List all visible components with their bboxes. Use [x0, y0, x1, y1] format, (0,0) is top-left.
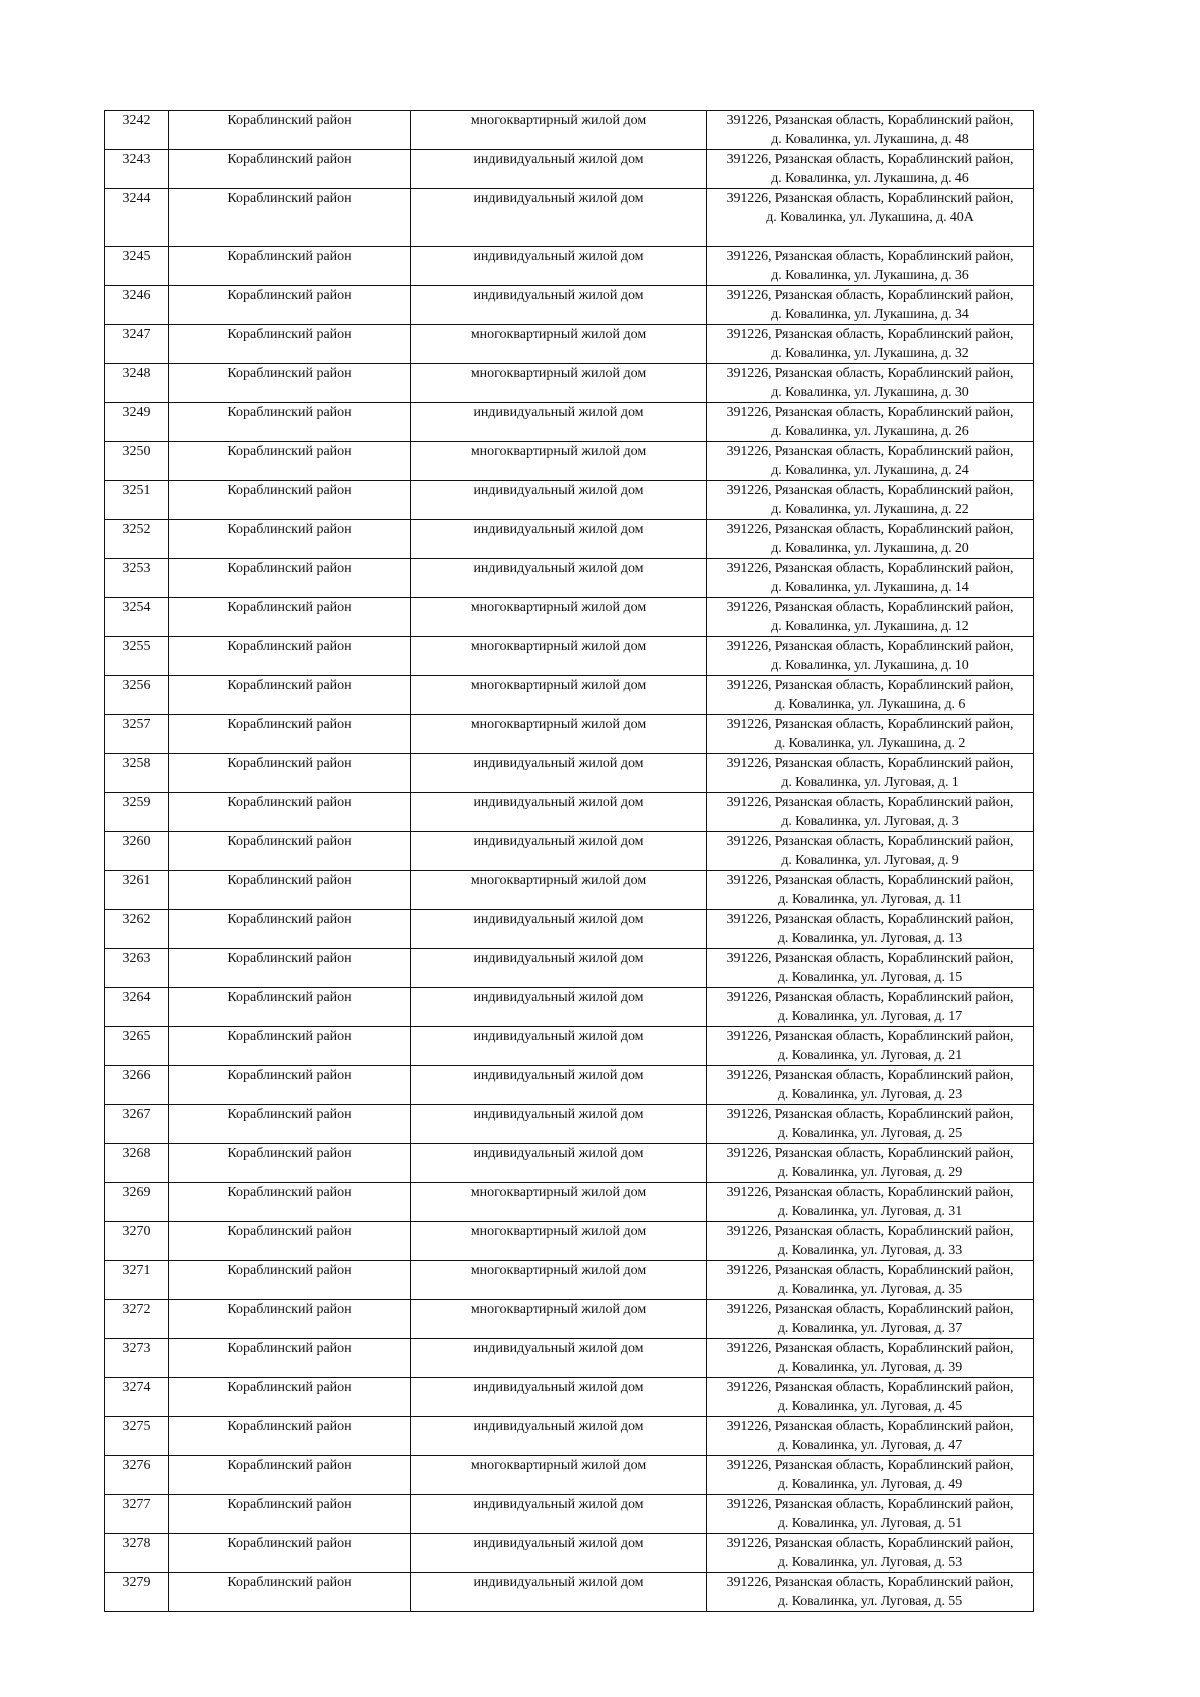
district-cell: Кораблинский район — [169, 247, 411, 286]
district-cell: Кораблинский район — [169, 676, 411, 715]
district-cell: Кораблинский район — [169, 1066, 411, 1105]
row-number: 3256 — [105, 676, 169, 715]
registry-body — [105, 111, 1034, 1612]
district-cell: Кораблинский район — [169, 189, 411, 247]
district-cell: Кораблинский район — [169, 1339, 411, 1378]
address-cell — [707, 1222, 1034, 1261]
table-row — [105, 793, 1034, 832]
building-type-cell: индивидуальный жилой дом — [411, 481, 707, 520]
district-cell: Кораблинский район — [169, 1222, 411, 1261]
building-type-cell: индивидуальный жилой дом — [411, 793, 707, 832]
address-line-street: д. Ковалинка, ул. Луговая, д. 17 — [777, 1009, 963, 1024]
district-cell: Кораблинский район — [169, 520, 411, 559]
table-row — [105, 286, 1034, 325]
address-line-region: 391226, Рязанская область, Кораблинский район, — [726, 1302, 1014, 1317]
table-row — [105, 481, 1034, 520]
table-row — [105, 1534, 1034, 1573]
district-cell: Кораблинский район — [169, 793, 411, 832]
address-line-region: 391226, Рязанская область, Кораблинский район, — [726, 1380, 1014, 1395]
building-type-cell: многоквартирный жилой дом — [411, 871, 707, 910]
district-cell: Кораблинский район — [169, 637, 411, 676]
address-line-street: д. Ковалинка, ул. Луговая, д. 13 — [777, 931, 963, 946]
row-number: 3243 — [105, 150, 169, 189]
row-number: 3261 — [105, 871, 169, 910]
table-row — [105, 559, 1034, 598]
address-cell — [707, 1573, 1034, 1612]
table-row — [105, 1144, 1034, 1183]
district-cell: Кораблинский район — [169, 832, 411, 871]
address-line-region: 391226, Рязанская область, Кораблинский район, — [726, 1146, 1014, 1161]
district-cell: Кораблинский район — [169, 910, 411, 949]
address-cell — [707, 910, 1034, 949]
address-cell — [707, 559, 1034, 598]
row-number: 3247 — [105, 325, 169, 364]
address-cell — [707, 754, 1034, 793]
table-row — [105, 1183, 1034, 1222]
address-line-region: 391226, Рязанская область, Кораблинский район, — [726, 717, 1014, 732]
address-line-street: д. Ковалинка, ул. Луговая, д. 9 — [781, 853, 959, 868]
row-number: 3249 — [105, 403, 169, 442]
address-line-street: д. Ковалинка, ул. Луговая, д. 35 — [777, 1282, 963, 1297]
address-cell — [707, 1027, 1034, 1066]
address-cell — [707, 715, 1034, 754]
table-row — [105, 189, 1034, 247]
table-row — [105, 1378, 1034, 1417]
row-number: 3270 — [105, 1222, 169, 1261]
address-line-street: д. Ковалинка, ул. Луговая, д. 55 — [777, 1594, 963, 1609]
building-type-cell: многоквартирный жилой дом — [411, 1300, 707, 1339]
address-line-region: 391226, Рязанская область, Кораблинский район, — [726, 191, 1014, 206]
address-line-street: д. Ковалинка, ул. Лукашина, д. 32 — [771, 346, 969, 361]
table-row — [105, 1300, 1034, 1339]
row-number: 3271 — [105, 1261, 169, 1300]
district-cell: Кораблинский район — [169, 403, 411, 442]
address-line-street: д. Ковалинка, ул. Лукашина, д. 46 — [771, 171, 969, 186]
table-row — [105, 832, 1034, 871]
address-line-region: 391226, Рязанская область, Кораблинский район, — [726, 249, 1014, 264]
table-row — [105, 598, 1034, 637]
table-row — [105, 1261, 1034, 1300]
row-number: 3245 — [105, 247, 169, 286]
district-cell: Кораблинский район — [169, 1378, 411, 1417]
row-number: 3275 — [105, 1417, 169, 1456]
address-line-region: 391226, Рязанская область, Кораблинский район, — [726, 1497, 1014, 1512]
district-cell: Кораблинский район — [169, 949, 411, 988]
building-type-cell: индивидуальный жилой дом — [411, 1417, 707, 1456]
address-cell — [707, 1417, 1034, 1456]
building-type-cell: индивидуальный жилой дом — [411, 1105, 707, 1144]
address-cell — [707, 988, 1034, 1027]
district-cell: Кораблинский район — [169, 1261, 411, 1300]
building-type-cell: индивидуальный жилой дом — [411, 832, 707, 871]
address-cell — [707, 1534, 1034, 1573]
address-line-region: 391226, Рязанская область, Кораблинский район, — [726, 1068, 1014, 1083]
address-line-street: д. Ковалинка, ул. Луговая, д. 31 — [777, 1204, 963, 1219]
address-cell — [707, 1144, 1034, 1183]
building-type-cell: индивидуальный жилой дом — [411, 150, 707, 189]
row-number: 3242 — [105, 111, 169, 150]
address-line-street: д. Ковалинка, ул. Луговая, д. 21 — [777, 1048, 963, 1063]
address-line-street: д. Ковалинка, ул. Лукашина, д. 36 — [771, 268, 969, 283]
building-type-cell: индивидуальный жилой дом — [411, 559, 707, 598]
address-line-street: д. Ковалинка, ул. Луговая, д. 51 — [777, 1516, 963, 1531]
district-cell: Кораблинский район — [169, 715, 411, 754]
row-number: 3257 — [105, 715, 169, 754]
address-cell — [707, 832, 1034, 871]
building-type-cell: индивидуальный жилой дом — [411, 1144, 707, 1183]
address-line-region: 391226, Рязанская область, Кораблинский район, — [726, 522, 1014, 537]
building-type-cell: многоквартирный жилой дом — [411, 364, 707, 403]
table-row — [105, 1495, 1034, 1534]
address-line-region: 391226, Рязанская область, Кораблинский район, — [726, 1575, 1014, 1590]
address-cell — [707, 247, 1034, 286]
table-row — [105, 1066, 1034, 1105]
district-cell: Кораблинский район — [169, 754, 411, 793]
address-line-region: 391226, Рязанская область, Кораблинский район, — [726, 912, 1014, 927]
row-number: 3248 — [105, 364, 169, 403]
district-cell: Кораблинский район — [169, 559, 411, 598]
address-line-street: д. Ковалинка, ул. Лукашина, д. 40А — [766, 210, 974, 225]
address-cell — [707, 1066, 1034, 1105]
table-row — [105, 1573, 1034, 1612]
building-type-cell: индивидуальный жилой дом — [411, 949, 707, 988]
address-cell — [707, 949, 1034, 988]
building-type-cell: многоквартирный жилой дом — [411, 1183, 707, 1222]
row-number: 3255 — [105, 637, 169, 676]
address-line-street: д. Ковалинка, ул. Лукашина, д. 34 — [771, 307, 969, 322]
address-line-region: 391226, Рязанская область, Кораблинский район, — [726, 951, 1014, 966]
table-row — [105, 111, 1034, 150]
row-number: 3268 — [105, 1144, 169, 1183]
address-line-region: 391226, Рязанская область, Кораблинский район, — [726, 1107, 1014, 1122]
row-number: 3253 — [105, 559, 169, 598]
address-cell — [707, 637, 1034, 676]
address-line-region: 391226, Рязанская область, Кораблинский район, — [726, 1536, 1014, 1551]
address-cell — [707, 403, 1034, 442]
building-type-cell: индивидуальный жилой дом — [411, 1495, 707, 1534]
row-number: 3277 — [105, 1495, 169, 1534]
row-number: 3254 — [105, 598, 169, 637]
row-number: 3279 — [105, 1573, 169, 1612]
district-cell: Кораблинский район — [169, 871, 411, 910]
district-cell: Кораблинский район — [169, 598, 411, 637]
building-type-cell: индивидуальный жилой дом — [411, 910, 707, 949]
address-line-street: д. Ковалинка, ул. Лукашина, д. 12 — [771, 619, 969, 634]
address-line-region: 391226, Рязанская область, Кораблинский район, — [726, 1185, 1014, 1200]
address-line-street: д. Ковалинка, ул. Лукашина, д. 48 — [771, 132, 969, 147]
building-type-cell: многоквартирный жилой дом — [411, 637, 707, 676]
row-number: 3260 — [105, 832, 169, 871]
table-row — [105, 1417, 1034, 1456]
address-line-region: 391226, Рязанская область, Кораблинский район, — [726, 600, 1014, 615]
table-row — [105, 325, 1034, 364]
table-row — [105, 676, 1034, 715]
address-line-region: 391226, Рязанская область, Кораблинский район, — [726, 1419, 1014, 1434]
address-cell — [707, 1261, 1034, 1300]
address-cell — [707, 1300, 1034, 1339]
address-line-street: д. Ковалинка, ул. Луговая, д. 49 — [777, 1477, 963, 1492]
table-row — [105, 520, 1034, 559]
building-type-cell: многоквартирный жилой дом — [411, 111, 707, 150]
address-line-street: д. Ковалинка, ул. Лукашина, д. 6 — [774, 697, 966, 712]
row-number: 3272 — [105, 1300, 169, 1339]
address-cell — [707, 1456, 1034, 1495]
address-line-street: д. Ковалинка, ул. Лукашина, д. 10 — [771, 658, 969, 673]
address-cell — [707, 1105, 1034, 1144]
table-row — [105, 1339, 1034, 1378]
building-type-cell: многоквартирный жилой дом — [411, 442, 707, 481]
district-cell: Кораблинский район — [169, 1573, 411, 1612]
address-cell — [707, 871, 1034, 910]
address-line-street: д. Ковалинка, ул. Лукашина, д. 14 — [771, 580, 969, 595]
address-line-street: д. Ковалинка, ул. Луговая, д. 1 — [781, 775, 959, 790]
address-cell — [707, 442, 1034, 481]
address-line-region: 391226, Рязанская область, Кораблинский район, — [726, 405, 1014, 420]
address-line-region: 391226, Рязанская область, Кораблинский район, — [726, 756, 1014, 771]
address-line-region: 391226, Рязанская область, Кораблинский район, — [726, 678, 1014, 693]
address-line-region: 391226, Рязанская область, Кораблинский район, — [726, 483, 1014, 498]
district-cell: Кораблинский район — [169, 150, 411, 189]
address-line-region: 391226, Рязанская область, Кораблинский район, — [726, 561, 1014, 576]
row-number: 3251 — [105, 481, 169, 520]
row-number: 3262 — [105, 910, 169, 949]
address-line-street: д. Ковалинка, ул. Луговая, д. 25 — [777, 1126, 963, 1141]
district-cell: Кораблинский район — [169, 325, 411, 364]
building-type-cell: многоквартирный жилой дом — [411, 325, 707, 364]
building-type-cell: многоквартирный жилой дом — [411, 1261, 707, 1300]
building-type-cell: индивидуальный жилой дом — [411, 520, 707, 559]
address-line-street: д. Ковалинка, ул. Луговая, д. 3 — [781, 814, 959, 829]
address-line-region: 391226, Рязанская область, Кораблинский район, — [726, 990, 1014, 1005]
table-row — [105, 403, 1034, 442]
address-cell — [707, 286, 1034, 325]
address-line-street: д. Ковалинка, ул. Луговая, д. 39 — [777, 1360, 963, 1375]
address-line-street: д. Ковалинка, ул. Лукашина, д. 24 — [771, 463, 969, 478]
row-number: 3246 — [105, 286, 169, 325]
district-cell: Кораблинский район — [169, 1417, 411, 1456]
building-type-cell: индивидуальный жилой дом — [411, 754, 707, 793]
table-row — [105, 150, 1034, 189]
address-line-region: 391226, Рязанская область, Кораблинский район, — [726, 288, 1014, 303]
address-line-street: д. Ковалинка, ул. Луговая, д. 11 — [778, 892, 962, 907]
address-line-region: 391226, Рязанская область, Кораблинский район, — [726, 795, 1014, 810]
row-number: 3278 — [105, 1534, 169, 1573]
address-line-street: д. Ковалинка, ул. Луговая, д. 15 — [777, 970, 963, 985]
address-line-region: 391226, Рязанская область, Кораблинский район, — [726, 327, 1014, 342]
address-cell — [707, 793, 1034, 832]
row-number: 3250 — [105, 442, 169, 481]
building-type-cell: индивидуальный жилой дом — [411, 988, 707, 1027]
address-line-street: д. Ковалинка, ул. Лукашина, д. 30 — [771, 385, 969, 400]
building-type-cell: многоквартирный жилой дом — [411, 1222, 707, 1261]
building-type-cell: индивидуальный жилой дом — [411, 1573, 707, 1612]
address-line-region: 391226, Рязанская область, Кораблинский район, — [726, 1341, 1014, 1356]
district-cell: Кораблинский район — [169, 1300, 411, 1339]
row-number: 3276 — [105, 1456, 169, 1495]
building-type-cell: индивидуальный жилой дом — [411, 403, 707, 442]
table-row — [105, 247, 1034, 286]
district-cell: Кораблинский район — [169, 1027, 411, 1066]
district-cell: Кораблинский район — [169, 111, 411, 150]
table-row — [105, 715, 1034, 754]
address-cell — [707, 150, 1034, 189]
building-type-cell: индивидуальный жилой дом — [411, 189, 707, 247]
address-cell — [707, 481, 1034, 520]
address-line-street: д. Ковалинка, ул. Луговая, д. 37 — [777, 1321, 963, 1336]
row-number: 3269 — [105, 1183, 169, 1222]
district-cell: Кораблинский район — [169, 1456, 411, 1495]
table-row — [105, 1456, 1034, 1495]
address-cell — [707, 676, 1034, 715]
address-line-region: 391226, Рязанская область, Кораблинский район, — [726, 873, 1014, 888]
address-cell — [707, 189, 1034, 247]
address-cell — [707, 598, 1034, 637]
row-number: 3258 — [105, 754, 169, 793]
address-line-region: 391226, Рязанская область, Кораблинский район, — [726, 366, 1014, 381]
building-type-cell: индивидуальный жилой дом — [411, 1534, 707, 1573]
address-line-region: 391226, Рязанская область, Кораблинский район, — [726, 1224, 1014, 1239]
district-cell: Кораблинский район — [169, 1144, 411, 1183]
district-cell: Кораблинский район — [169, 988, 411, 1027]
district-cell: Кораблинский район — [169, 1105, 411, 1144]
address-line-region: 391226, Рязанская область, Кораблинский район, — [726, 1458, 1014, 1473]
building-type-cell: многоквартирный жилой дом — [411, 715, 707, 754]
building-type-cell: индивидуальный жилой дом — [411, 1027, 707, 1066]
address-line-region: 391226, Рязанская область, Кораблинский район, — [726, 834, 1014, 849]
row-number: 3264 — [105, 988, 169, 1027]
row-number: 3259 — [105, 793, 169, 832]
building-type-cell: индивидуальный жилой дом — [411, 1066, 707, 1105]
address-line-region: 391226, Рязанская область, Кораблинский район, — [726, 1263, 1014, 1278]
building-type-cell: многоквартирный жилой дом — [411, 1456, 707, 1495]
table-row — [105, 988, 1034, 1027]
address-line-region: 391226, Рязанская область, Кораблинский район, — [726, 152, 1014, 167]
address-cell — [707, 1183, 1034, 1222]
table-row — [105, 871, 1034, 910]
district-cell: Кораблинский район — [169, 286, 411, 325]
address-line-street: д. Ковалинка, ул. Лукашина, д. 20 — [771, 541, 969, 556]
row-number: 3267 — [105, 1105, 169, 1144]
address-cell — [707, 1378, 1034, 1417]
row-number: 3265 — [105, 1027, 169, 1066]
address-line-region: 391226, Рязанская область, Кораблинский район, — [726, 444, 1014, 459]
address-line-street: д. Ковалинка, ул. Луговая, д. 53 — [777, 1555, 963, 1570]
address-line-street: д. Ковалинка, ул. Луговая, д. 29 — [777, 1165, 963, 1180]
district-cell: Кораблинский район — [169, 481, 411, 520]
row-number: 3266 — [105, 1066, 169, 1105]
building-type-cell: многоквартирный жилой дом — [411, 598, 707, 637]
building-type-cell: многоквартирный жилой дом — [411, 676, 707, 715]
row-number: 3263 — [105, 949, 169, 988]
building-type-cell: индивидуальный жилой дом — [411, 247, 707, 286]
table-row — [105, 1027, 1034, 1066]
address-line-street: д. Ковалинка, ул. Лукашина, д. 26 — [771, 424, 969, 439]
address-cell — [707, 1339, 1034, 1378]
address-line-street: д. Ковалинка, ул. Луговая, д. 23 — [777, 1087, 963, 1102]
address-line-region: 391226, Рязанская область, Кораблинский район, — [726, 1029, 1014, 1044]
table-row — [105, 637, 1034, 676]
row-number: 3273 — [105, 1339, 169, 1378]
address-cell — [707, 364, 1034, 403]
district-cell: Кораблинский район — [169, 1534, 411, 1573]
address-line-street: д. Ковалинка, ул. Луговая, д. 47 — [777, 1438, 963, 1453]
address-line-street: д. Ковалинка, ул. Лукашина, д. 22 — [771, 502, 969, 517]
address-line-street: д. Ковалинка, ул. Лукашина, д. 2 — [774, 736, 966, 751]
district-cell: Кораблинский район — [169, 442, 411, 481]
address-line-street: д. Ковалинка, ул. Луговая, д. 33 — [777, 1243, 963, 1258]
district-cell: Кораблинский район — [169, 364, 411, 403]
building-type-cell: индивидуальный жилой дом — [411, 1339, 707, 1378]
address-cell — [707, 111, 1034, 150]
district-cell: Кораблинский район — [169, 1495, 411, 1534]
address-cell — [707, 1495, 1034, 1534]
district-cell: Кораблинский район — [169, 1183, 411, 1222]
address-line-street: д. Ковалинка, ул. Луговая, д. 45 — [777, 1399, 963, 1414]
registry-table — [104, 110, 1034, 1612]
row-number: 3274 — [105, 1378, 169, 1417]
table-row — [105, 364, 1034, 403]
address-line-region: 391226, Рязанская область, Кораблинский район, — [726, 639, 1014, 654]
row-number: 3244 — [105, 189, 169, 247]
address-cell — [707, 520, 1034, 559]
building-type-cell: индивидуальный жилой дом — [411, 1378, 707, 1417]
table-row — [105, 949, 1034, 988]
address-line-region: 391226, Рязанская область, Кораблинский район, — [726, 113, 1014, 128]
table-row — [105, 1222, 1034, 1261]
address-cell — [707, 325, 1034, 364]
table-row — [105, 442, 1034, 481]
building-type-cell: индивидуальный жилой дом — [411, 286, 707, 325]
table-row — [105, 754, 1034, 793]
row-number: 3252 — [105, 520, 169, 559]
table-row — [105, 1105, 1034, 1144]
table-row — [105, 910, 1034, 949]
